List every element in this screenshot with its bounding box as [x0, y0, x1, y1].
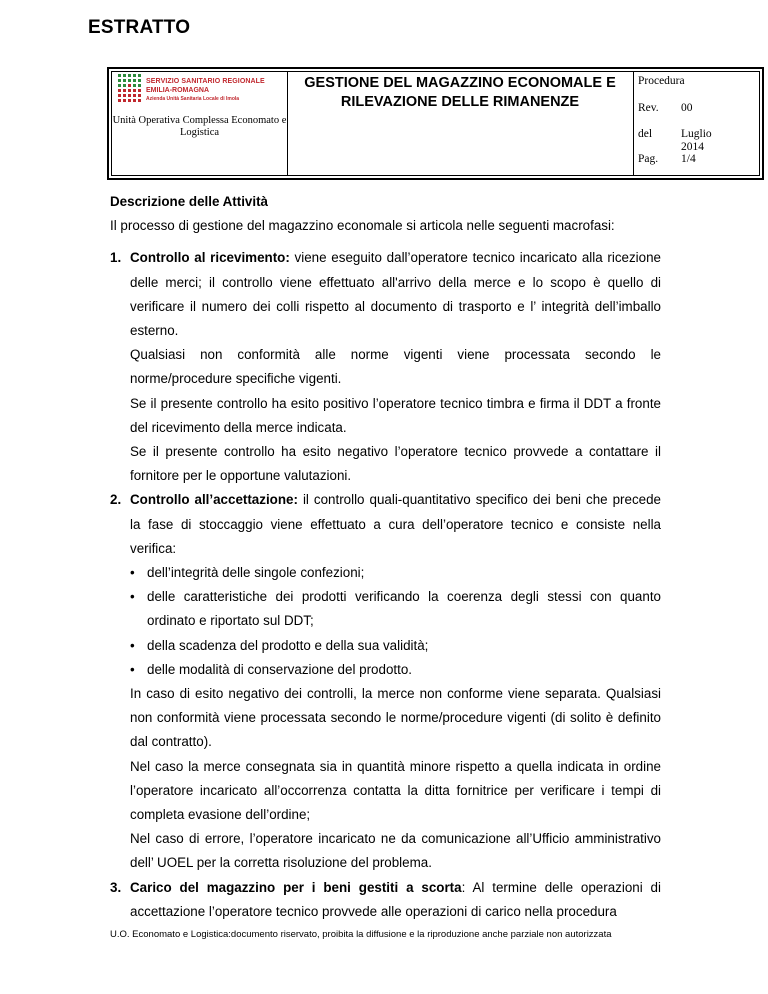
- item-paragraph: Qualsiasi non conformità alle norme vigenti viene processata secondo le norme/procedure specifiche vigenti.: [130, 347, 661, 387]
- logo-text-line2: EMILIA-ROMAGNA: [146, 87, 209, 94]
- item-paragraph: [130, 488, 661, 561]
- item-paragraph: [130, 246, 661, 343]
- logo-text-line3: Azienda Unità Sanitaria Locale di Imola: [146, 96, 240, 102]
- bullet-item: [130, 658, 661, 682]
- date-value: Luglio 2014: [681, 128, 712, 153]
- page-footer: U.O. Economato e Logistica:documento riservato, proibita la diffusione e la riproduzione anche parziale non autorizzata: [110, 929, 612, 940]
- bullet-icon: •: [130, 565, 135, 581]
- intro-paragraph: Il processo di gestione del magazzino economale si articola nelle seguenti macrofasi:: [110, 218, 615, 234]
- logo-grid-icon: [118, 74, 142, 104]
- bullet-icon: •: [130, 637, 135, 653]
- organization-logo: [118, 74, 284, 108]
- bullet-item: [130, 585, 661, 633]
- bullet-text: delle modalità di conservazione del prodotto.: [147, 661, 413, 677]
- bullet-icon: •: [130, 589, 135, 605]
- date-label: del: [638, 128, 653, 140]
- item-paragraph: Se il presente controllo ha esito positivo l’operatore tecnico timbra e firma il DDT a fronte del ricevimento della merce indicata.: [130, 395, 661, 435]
- page-label: Pag.: [638, 153, 659, 165]
- document-body: [110, 190, 661, 924]
- logo-cell: [112, 72, 288, 175]
- list-item: [110, 876, 661, 924]
- item-text: il controllo quali-quantitativo specifico dei beni che precede la fase di stoccaggio viene effettuato a cura dell’operatore tecnico e consiste nella verifica:: [130, 492, 661, 556]
- logo-text-line1: SERVIZIO SANITARIO REGIONALE: [146, 78, 265, 85]
- item-paragraph: In caso di esito negativo dei controlli, la merce non conforme viene separata. Qualsiasi non conformità viene processata secondo le norme/procedure vigenti (di solito è definito dal contratto).: [130, 686, 661, 750]
- info-cell: [633, 72, 759, 175]
- item-number: 1.: [110, 250, 122, 266]
- page-header-label: ESTRATTO: [88, 17, 191, 38]
- item-paragraph: Se il presente controllo ha esito negativo l’operatore tecnico provvede a contattare il fornitore per le opportune valutazioni.: [130, 444, 661, 484]
- revision-label: Rev.: [638, 102, 659, 114]
- item-title: Carico del magazzino per i beni gestiti a scorta: [130, 879, 462, 895]
- item-title: Controllo all’accettazione:: [130, 492, 298, 508]
- item-text: : Al termine delle operazioni di accettazione l’operatore tecnico provvede alle operazioni di carico nella procedura: [130, 879, 661, 919]
- bullet-text: delle caratteristiche dei prodotti verificando la coerenza degli stessi con quanto ordinato e riportato sul DDT;: [147, 589, 661, 629]
- item-number: 3.: [110, 879, 122, 895]
- document-header-box: [107, 67, 764, 180]
- document-title: GESTIONE DEL MAGAZZINO ECONOMALE E RILEVAZIONE DELLE RIMANENZE: [304, 75, 616, 110]
- organization-unit: Unità Operativa Complessa Economato e Logistica: [112, 115, 287, 138]
- section-heading: Descrizione delle Attività: [110, 194, 269, 209]
- list-item: [110, 246, 661, 488]
- bullet-item: [130, 634, 661, 658]
- bullet-item: [130, 561, 661, 585]
- bullet-text: della scadenza del prodotto e della sua validità;: [147, 637, 429, 653]
- item-paragraph: Nel caso di errore, l’operatore incaricato ne da comunicazione all’Ufficio amministrativo dell’ UOEL per la corretta risoluzione del problema.: [130, 831, 661, 871]
- revision-value: 00: [681, 102, 693, 114]
- item-paragraph: [130, 876, 661, 924]
- item-text: viene eseguito dall’operatore tecnico incaricato alla ricezione delle merci; il controllo viene effettuato all'arrivo della merce e lo scopo è quello di verificare il numero dei colli rispetto al documento di trasporto e l’ integrità dell’imballo esterno.: [130, 250, 661, 339]
- bullet-text: dell’integrità delle singole confezioni;: [147, 565, 365, 581]
- bullet-icon: •: [130, 661, 135, 677]
- page-number: 1/4: [681, 153, 696, 165]
- item-title: Controllo al ricevimento:: [130, 250, 290, 266]
- title-cell: [287, 72, 634, 175]
- procedura-label: Procedura: [638, 75, 685, 87]
- item-paragraph: Nel caso la merce consegnata sia in quantità minore rispetto a quella indicata in ordine l’operatore incaricato all’occorrenza contatta la ditta fornitrice per verificare i tempi di completa evasione dell’ordine;: [130, 758, 661, 823]
- list-item: [110, 488, 661, 875]
- item-number: 2.: [110, 492, 122, 508]
